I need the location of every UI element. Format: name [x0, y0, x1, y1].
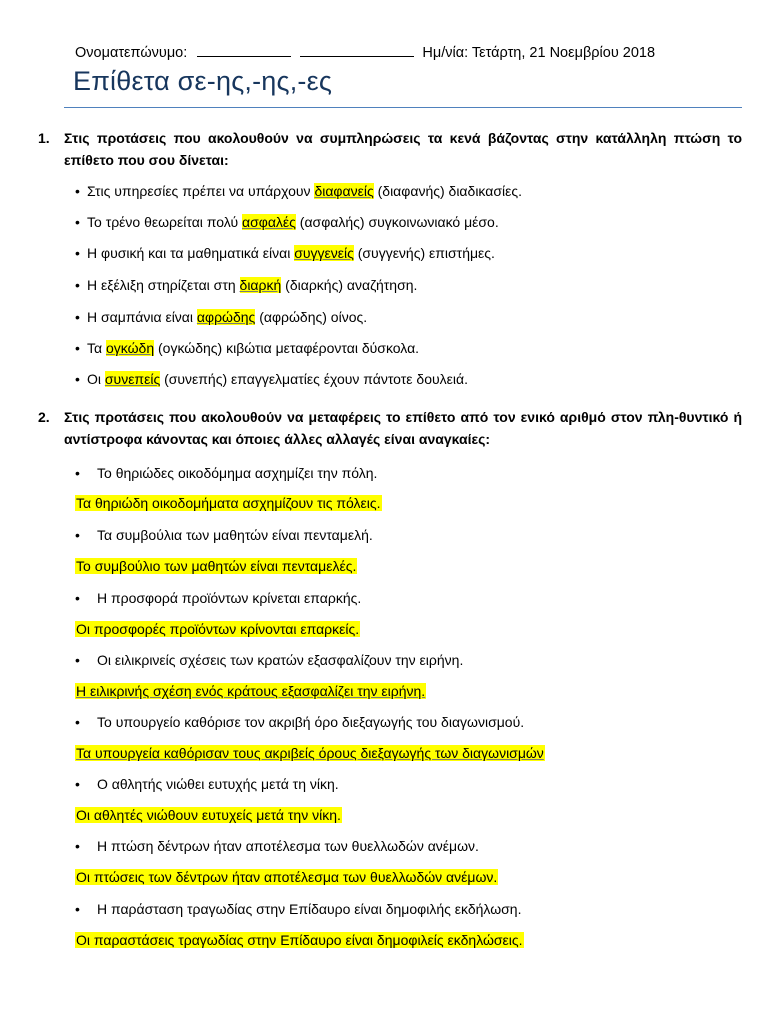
answer-highlight: συγγενείς: [294, 245, 354, 261]
answer-highlight: αφρώδης: [196, 309, 256, 325]
exercise-1-item: • Οι συνεπείς (συνεπής) επαγγελματίες έχουν πάντοτε δουλειά.: [75, 371, 468, 387]
first-name-blank: [197, 44, 291, 57]
exercise-1-text: Στις προτάσεις που ακολουθούν να συμπληρώσεις τα κενά βάζοντας στην κατάλληλη πτώση το επίθετο που σου δίνεται:: [64, 130, 742, 168]
date-label: Ημ/νία:: [422, 45, 469, 61]
exercise-1-item: • Η φυσική και τα μαθηματικά είναι συγγενείς (συγγενής) επιστήμες.: [75, 245, 495, 261]
exercise-2-sentence: • Τα συμβούλια των μαθητών είναι πενταμελή.: [75, 527, 373, 543]
answer-highlight: διαρκή: [239, 277, 282, 293]
exercise-1-item: • Το τρένο θεωρείται πολύ ασφαλές (ασφαλής) συγκοινωνιακό μέσο.: [75, 214, 499, 230]
date-value: Τετάρτη, 21 Νοεμβρίου 2018: [471, 45, 656, 61]
exercise-1-item: • Η σαμπάνια είναι αφρώδης (αφρώδης) οίνος.: [75, 309, 368, 325]
exercise-1-item: • Τα ογκώδη (ογκώδης) κιβώτια μεταφέρονται δύσκολα.: [75, 340, 420, 356]
exercise-2-sentence: • Οι ειλικρινείς σχέσεις των κρατών εξασφαλίζουν την ειρήνη.: [75, 652, 464, 668]
exercise-2-answer: Οι προσφορές προϊόντων κρίνονται επαρκείς.: [76, 621, 360, 637]
last-name-blank: [300, 44, 414, 57]
exercise-2-sentence: • Η προσφορά προϊόντων κρίνεται επαρκής.: [75, 590, 362, 606]
name-label: Ονοματεπώνυμο:: [75, 45, 188, 61]
exercise-1-number: 1.: [38, 130, 50, 146]
answer-highlight: συνεπείς: [104, 371, 161, 387]
exercise-2-instruction: [38, 406, 742, 450]
page-title: Επίθετα σε-ης,-ης,-ες: [73, 66, 333, 96]
exercise-2-sentence: • Η πτώση δέντρων ήταν αποτέλεσμα των θυελλωδών ανέμων.: [75, 838, 479, 854]
exercise-2-answer: Οι αθλητές νιώθουν ευτυχείς μετά την νίκη.: [76, 807, 341, 823]
exercise-1-item: • Στις υπηρεσίες πρέπει να υπάρχουν διαφανείς (διαφανής) διαδικασίες.: [75, 183, 522, 199]
exercise-2-text: Στις προτάσεις που ακολουθούν να μεταφέρεις το επίθετο από τον ενικό αριθμό στον πλη-θυντικό ή αντίστροφα κάνοντας και όποιες άλλες αλλαγές είναι αναγκαίες:: [64, 409, 742, 447]
exercise-2-number: 2.: [38, 409, 50, 425]
answer-highlight: ογκώδη: [106, 340, 155, 356]
exercise-1-item: • Η εξέλιξη στηρίζεται στη διαρκή (διαρκής) αναζήτηση.: [75, 277, 418, 293]
exercise-2-answer: Το συμβούλιο των μαθητών είναι πενταμελές.: [76, 558, 357, 574]
exercise-2-answer: Η ειλικρινής σχέση ενός κράτους εξασφαλίζει την ειρήνη.: [76, 683, 426, 699]
exercise-2-sentence: • Η παράσταση τραγωδίας στην Επίδαυρο είναι δημοφιλής εκδήλωση.: [75, 901, 522, 917]
answer-highlight: ασφαλές: [242, 214, 296, 230]
exercise-1-instruction: [38, 127, 742, 171]
exercise-2-sentence: • Το υπουργείο καθόρισε τον ακριβή όρο διεξαγωγής του διαγωνισμού.: [75, 714, 525, 730]
exercise-2-sentence: • Το θηριώδες οικοδόμημα ασχημίζει την πόλη.: [75, 465, 378, 481]
exercise-2-answer: Οι πτώσεις των δέντρων ήταν αποτέλεσμα των θυελλωδών ανέμων.: [76, 869, 498, 885]
answer-highlight: διαφανείς: [314, 183, 374, 199]
exercise-2-sentence: • Ο αθλητής νιώθει ευτυχής μετά τη νίκη.: [75, 776, 339, 792]
header-line: [75, 44, 655, 61]
exercise-2-answer: Τα υπουργεία καθόρισαν τους ακριβείς όρους διεξαγωγής των διαγωνισμών: [76, 745, 544, 761]
exercise-2-answer: Τα θηριώδη οικοδομήματα ασχημίζουν τις πόλεις.: [76, 495, 381, 511]
title-divider: [64, 107, 742, 108]
exercise-2-answer: Οι παραστάσεις τραγωδίας στην Επίδαυρο είναι δημοφιλείς εκδηλώσεις.: [76, 932, 523, 948]
